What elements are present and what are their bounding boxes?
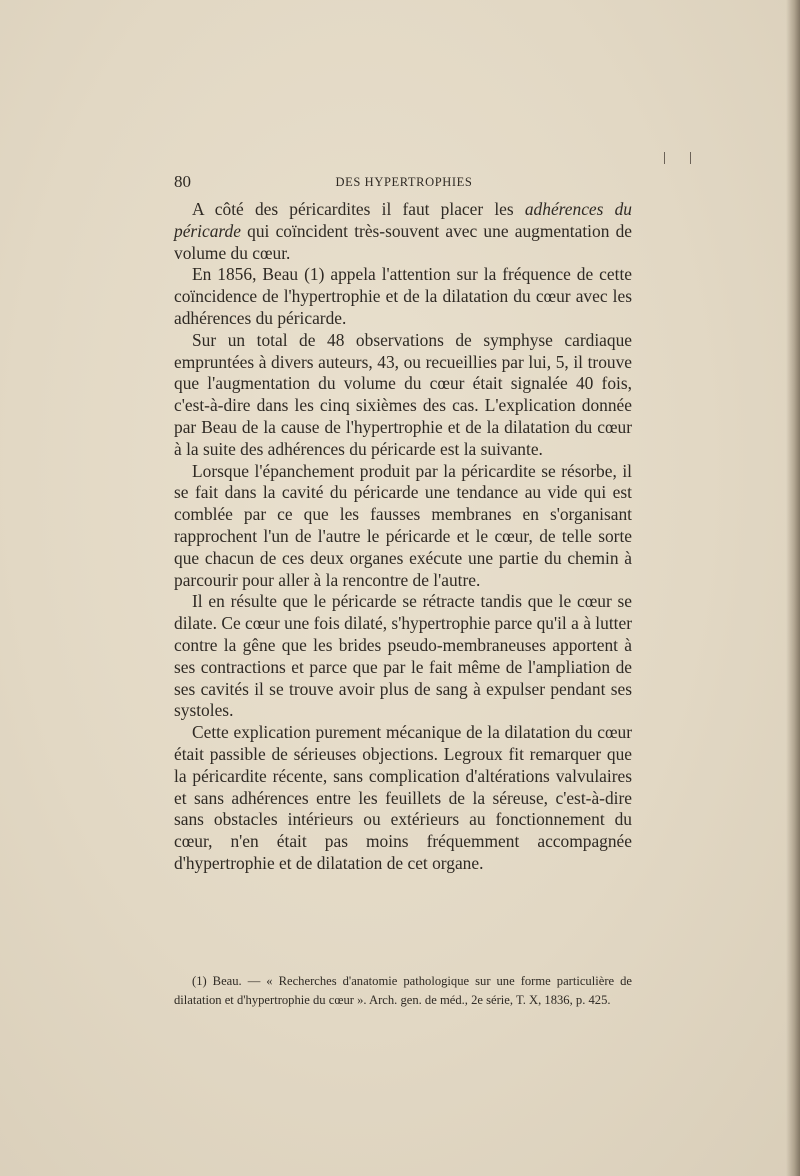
body-text (174, 199, 632, 875)
paragraph-1-tail: qui coïncident très-souvent avec une augmentation de volume du cœur. (174, 220, 632, 263)
paragraph-5: Il en résulte que le péricarde se rétracte tandis que le cœur se dilate. Ce cœur une fois dilaté, s'hypertrophie parce qu'il a à lutter contre la gêne que les brides pseudo-membraneuses apportent à ses contractions et parce que par le fait même de l'ampliation de ses cavités il se trouve avoir plus de sang à expulser pendant ses systoles. (174, 591, 632, 721)
paragraph-4: Lorsque l'épanchement produit par la péricardite se résorbe, il se fait dans la cavité du péricarde une tendance au vide qui est comblée par ce que les fausses membranes en s'organisant rapprochent l'un de l'autre le péricarde et le cœur, de telle sorte que chacun de ces deux organes exécute une partie du chemin à parcourir pour aller à la rencontre de l'autre. (174, 460, 632, 590)
paragraph-1 (174, 199, 632, 264)
page-edge-shadow (786, 0, 800, 1176)
paragraph-2: En 1856, Beau (1) appela l'attention sur la fréquence de cette coïncidence de l'hypertrophie et de la dilatation du cœur avec les adhérences du péricarde. (174, 264, 632, 328)
paragraph-3: Sur un total de 48 observations de symphyse cardiaque empruntées à divers auteurs, 43, ou recueillies par lui, 5, il trouve que l'augmentation du volume du cœur était signalée 40 fois, c'est-à-dire dans les cinq sixièmes des cas. L'explication donnée par Beau de la cause de l'hypertrophie et de la dilatation du cœur à la suite des adhérences du péricarde est la suivante. (174, 329, 632, 459)
margin-tick-mark (664, 152, 665, 164)
footnote-text: (1) Beau. — « Recherches d'anatomie pathologique sur une forme particulière de dilatation et d'hypertrophie du cœur ». Arch. gen. de méd., 2e série, T. X, 1836, p. 425. (174, 974, 632, 1007)
paragraph-1-italic: adhérences du péricarde (174, 199, 632, 241)
paragraph-6: Cette explication purement mécanique de la dilatation du cœur était passible de sérieuses objections. Legroux fit remarquer que la péricardite récente, sans complication d'altérations valvulaires et sans adhérences entre les feuillets de la séreuse, c'est-à-dire sans obstacles intérieurs ou extérieurs au fonctionnement du cœur, n'en était pas moins fréquemment accompagnée d'hypertrophie et de dilatation de cet organe. (174, 722, 632, 873)
page-number: 80 (174, 172, 191, 191)
running-head (174, 172, 634, 194)
footnote (174, 972, 632, 1010)
margin-tick-mark (690, 152, 691, 164)
running-title: DES HYPERTROPHIES (335, 175, 473, 189)
paragraph-1-lead: A côté des péricardites il faut placer les (192, 199, 525, 219)
